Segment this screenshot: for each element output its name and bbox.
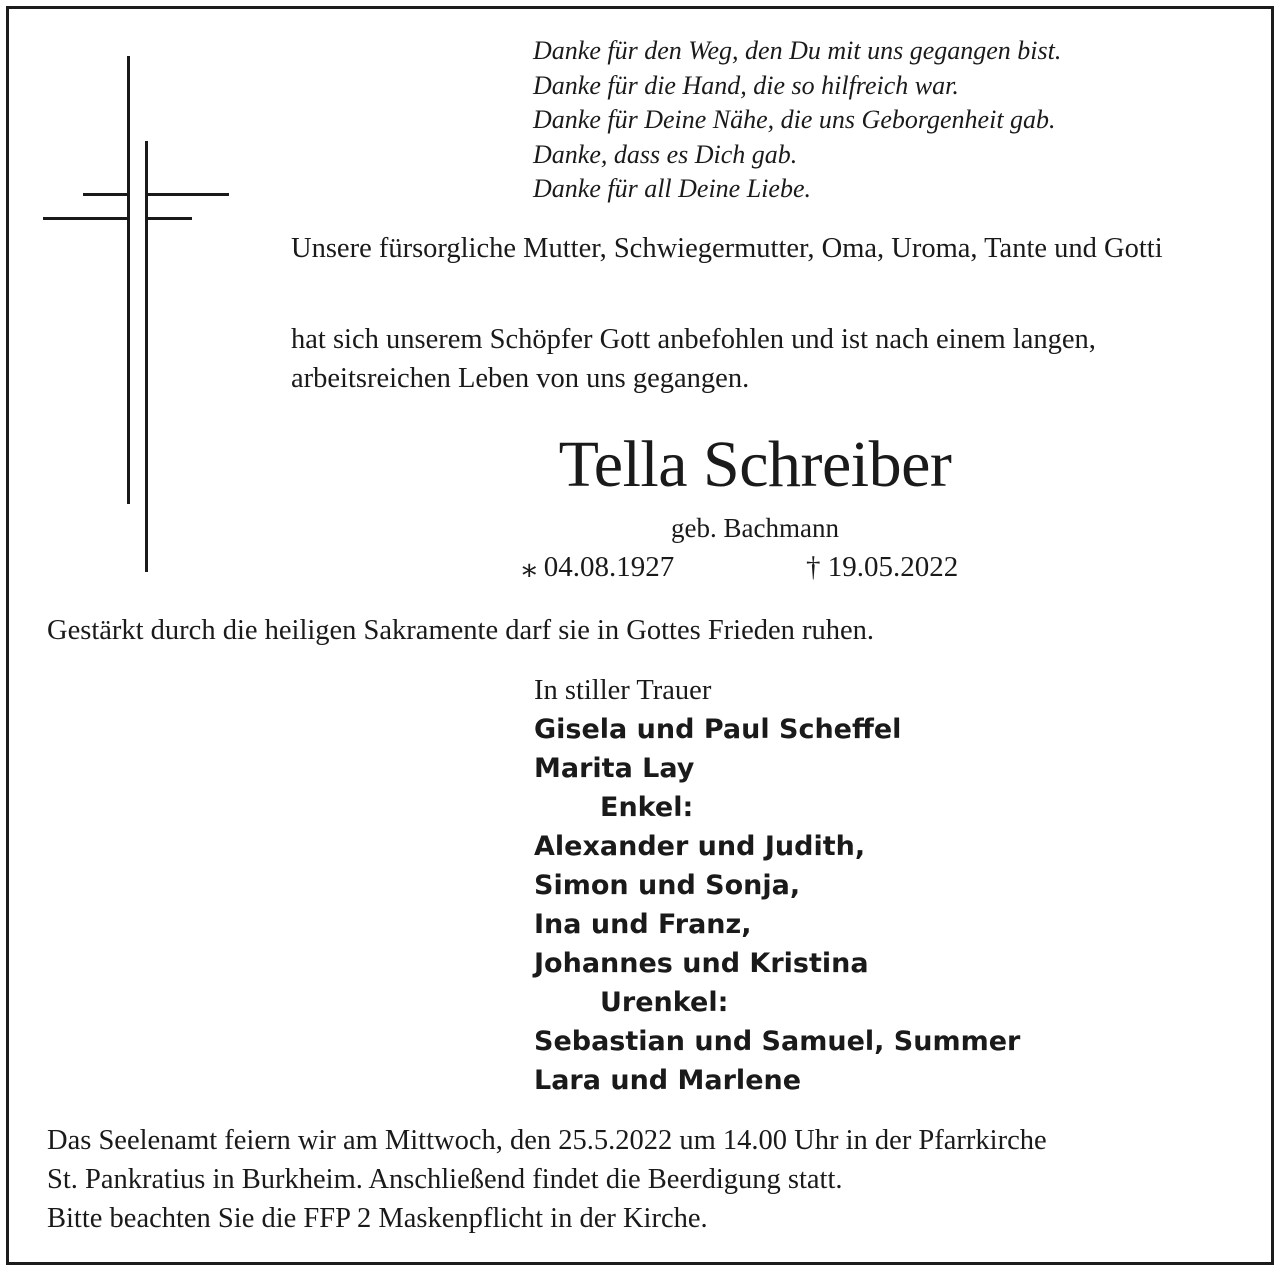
grandchild-name: Alexander und Judith, xyxy=(534,831,866,862)
birth-name: geb. Bachmann xyxy=(671,513,839,543)
mourning-intro: In stiller Trauer xyxy=(534,675,712,706)
death-cross-icon: † xyxy=(806,551,821,583)
mourner-name: Gisela und Paul Scheffel xyxy=(534,714,902,745)
birth-date: 04.08.1927 xyxy=(543,551,675,583)
poem-line: Danke für die Hand, die so hilfreich war. xyxy=(533,70,959,100)
funeral-info-line: Bitte beachten Sie die FFP 2 Maskenpflicht in der Kirche. xyxy=(47,1203,708,1234)
grandchild-name: Johannes und Kristina xyxy=(534,948,869,979)
funeral-info-line: St. Pankratius in Burkheim. Anschließend findet die Beerdigung statt. xyxy=(47,1164,843,1195)
death-date-group xyxy=(806,547,958,587)
intro-paragraph-2: hat sich unserem Schöpfer Gott anbefohlen und ist nach einem langen, arbeitsreichen Leben von uns gegangen. xyxy=(291,324,1096,394)
great-grandchild-name: Sebastian und Samuel, Summer xyxy=(534,1026,1021,1057)
deceased-name: Tella Schreiber xyxy=(558,428,952,501)
funeral-info-line: Das Seelenamt feiern wir am Mittwoch, den 25.5.2022 um 14.00 Uhr in der Pfarrkirche xyxy=(47,1125,1047,1156)
birth-date-group xyxy=(522,547,674,587)
poem xyxy=(533,34,1061,207)
sacrament-line: Gestärkt durch die heiligen Sakramente darf sie in Gottes Frieden ruhen. xyxy=(47,615,875,646)
grandchild-name: Ina und Franz, xyxy=(534,909,752,940)
poem-line: Danke für den Weg, den Du mit uns gegangen bist. xyxy=(533,36,1062,65)
great-grandchild-name: Lara und Marlene xyxy=(534,1065,802,1096)
poem-line: Danke für Deine Nähe, die uns Geborgenheit gab. xyxy=(533,105,1056,134)
intro-paragraph-1: Unsere fürsorgliche Mutter, Schwiegermutter, Oma, Uroma, Tante und Gotti xyxy=(291,233,1163,264)
poem-line: Danke für all Deine Liebe. xyxy=(533,174,811,203)
mourner-name: Marita Lay xyxy=(534,753,695,784)
birth-star-icon: ⁎ xyxy=(522,551,537,583)
grandchildren-label: Enkel: xyxy=(600,792,694,823)
death-date: 19.05.2022 xyxy=(827,551,959,583)
mourners-list xyxy=(534,671,1020,1100)
grandchild-name: Simon und Sonja, xyxy=(534,870,801,901)
poem-line: Danke, dass es Dich gab. xyxy=(533,139,798,169)
funeral-info xyxy=(47,1121,1047,1238)
great-grandchildren-label: Urenkel: xyxy=(600,987,729,1018)
